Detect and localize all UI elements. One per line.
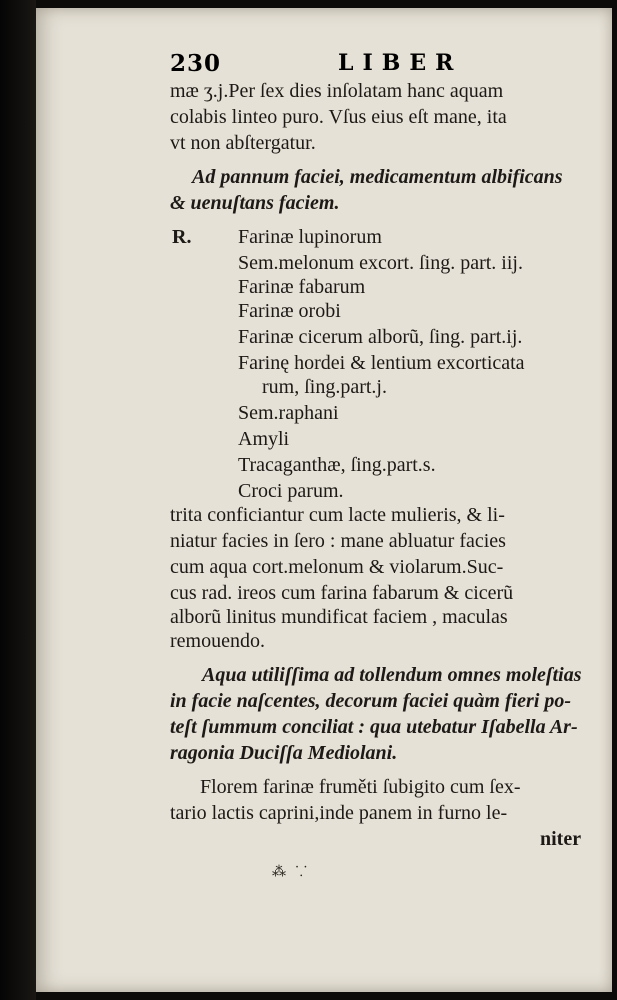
section-heading: Aqua utiliſſima ad tollendum omnes moleſtias	[202, 664, 582, 686]
ingredient-line: Farinæ fabarum	[238, 276, 366, 298]
text-line: Florem farinæ fruměti ſubigito cum ſex-	[200, 776, 521, 798]
ingredient-line: Sem.raphani	[238, 402, 339, 424]
section-heading: & uenuſtans faciem.	[170, 192, 340, 214]
page-header	[170, 50, 595, 80]
page-number: 230	[170, 50, 222, 77]
text-line: mæ ʒ.j.Per ſex dies inſolatam hanc aquam	[170, 80, 504, 102]
section-heading: Ad pannum faciei, medicamentum albificans	[192, 166, 563, 188]
text-line: cum aqua cort.melonum & violarum.Suc-	[170, 556, 504, 578]
section-heading: teſt ſummum conciliat : qua utebatur Iſabella Ar-	[170, 716, 578, 738]
section-heading: ragonia Duciſſa Mediolani.	[170, 742, 398, 764]
ingredient-line: rum, ſing.part.j.	[262, 376, 387, 398]
text-line: vt non abſtergatur.	[170, 132, 316, 154]
text-line: niatur facies in ſero : mane abluatur facies	[170, 530, 506, 552]
running-head: LIBER	[338, 50, 463, 76]
text-line: remouendo.	[170, 630, 265, 652]
ingredient-line: Amyli	[238, 428, 290, 450]
catchword: niter	[540, 828, 582, 850]
text-line: cus rad. ireos cum farina fabarum & cicerũ	[170, 582, 514, 604]
text-line: colabis linteo puro. Vſus eius eſt mane, ita	[170, 106, 507, 128]
recipe-mark: R.	[172, 226, 192, 248]
text-line: alborũ linitus mundificat faciem , maculas	[170, 606, 508, 628]
ingredient-line: Farinæ orobi	[238, 300, 341, 322]
text-line: tario lactis caprini,inde panem in furno le-	[170, 802, 508, 824]
ingredient-line: Sem.melonum excort. ſing. part. iij.	[238, 252, 523, 274]
section-heading: in facie naſcentes, decorum faciei quàm fieri po-	[170, 690, 572, 712]
scan-frame-left	[0, 0, 36, 1000]
printers-ornament: ⁂ ⸪	[272, 865, 310, 880]
text-line: trita conficiantur cum lacte mulieris, & li-	[170, 504, 505, 526]
ingredient-line: Tracaganthæ, ſing.part.s.	[238, 454, 436, 476]
ingredient-line: Farinę hordei & lentium excorticata	[238, 352, 525, 374]
ingredient-line: Croci parum.	[238, 480, 344, 502]
ingredient-line: Farinæ cicerum alborũ, ſing. part.ij.	[238, 326, 523, 348]
ingredient-line: Farinæ lupinorum	[238, 226, 382, 248]
